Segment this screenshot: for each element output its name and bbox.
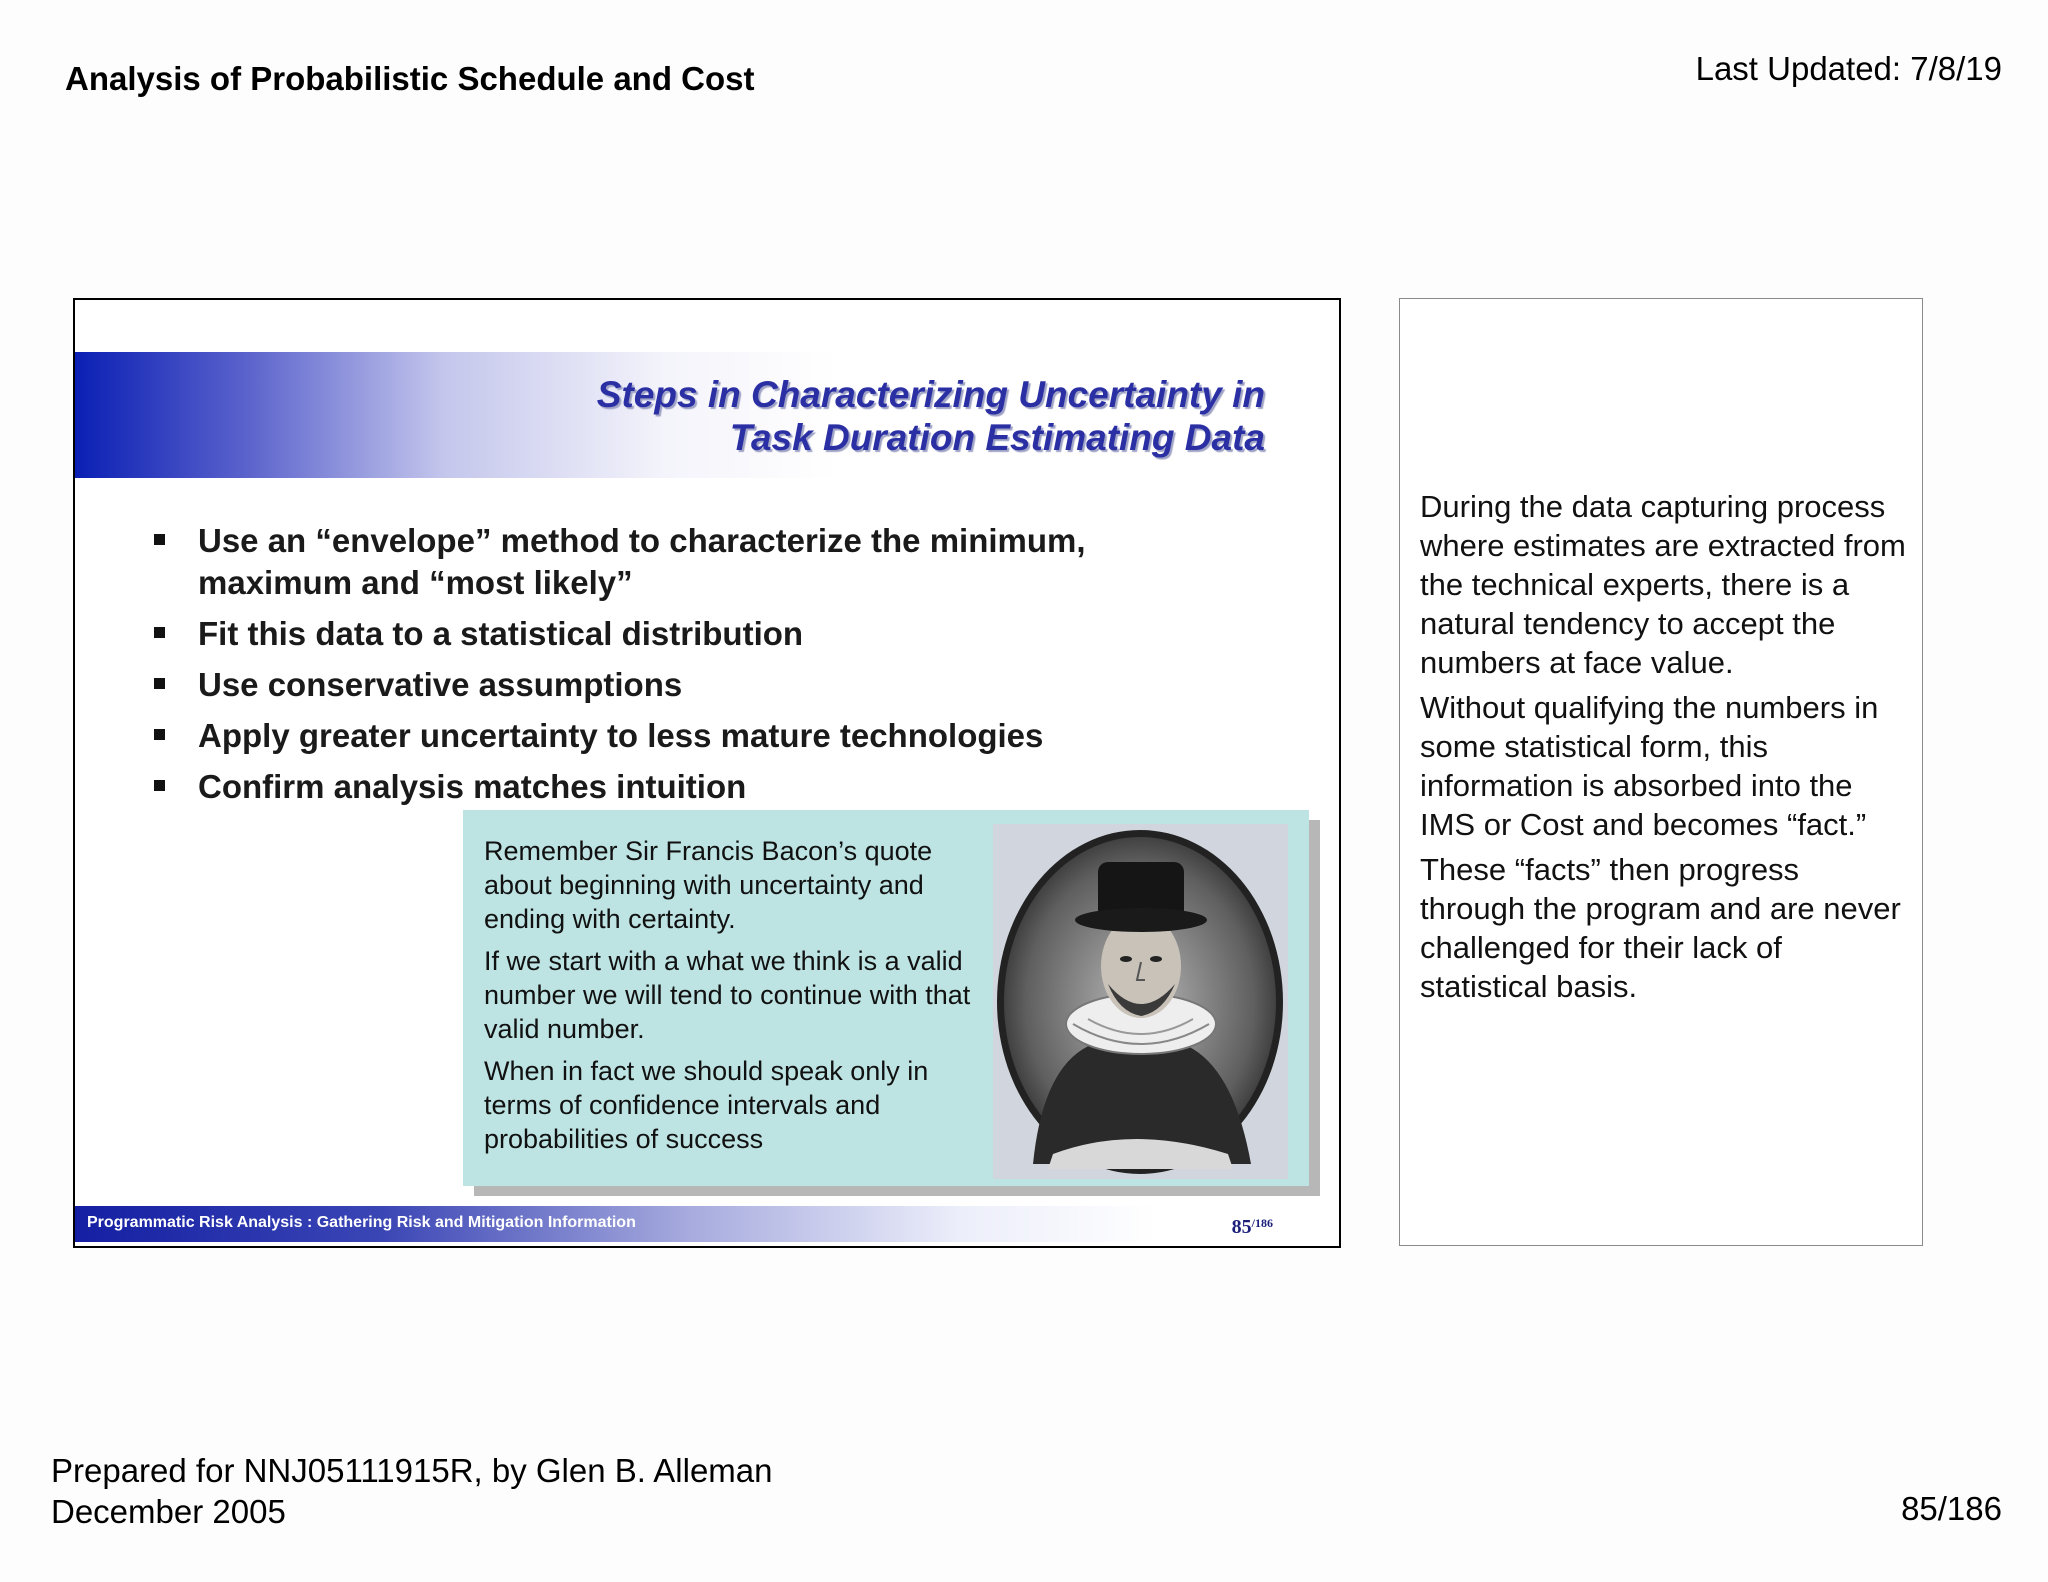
bullet-text: Fit this data to a statistical distribution: [198, 615, 804, 652]
bullet-text: Confirm analysis matches intuition: [198, 768, 747, 805]
notes-panel: [1399, 298, 1923, 1246]
bullet-item: [150, 520, 1230, 604]
quote-box: [463, 810, 1309, 1186]
bullet-square-icon: [154, 678, 165, 689]
bullet-square-icon: [154, 780, 165, 791]
slide-footer-bar: [75, 1206, 1305, 1242]
prepared-by-line-2: December 2005: [51, 1493, 286, 1530]
bullet-item: [150, 715, 1230, 757]
prepared-by: [51, 1450, 773, 1532]
portrait-engraving-icon: [993, 824, 1288, 1179]
notes-paragraph: Without qualifying the numbers in some statistical form, this information is absorbed into the IMS or Cost and becomes “fact.”: [1420, 690, 1879, 842]
bullet-square-icon: [154, 534, 165, 545]
quote-paragraph: When in fact we should speak only in terms of confidence intervals and probabilities of success: [484, 1056, 929, 1154]
bullet-item: [150, 664, 1230, 706]
slide-title-banner: [75, 352, 1305, 478]
slide-footer-label: Programmatic Risk Analysis : Gathering Risk and Mitigation Information: [87, 1214, 636, 1231]
slide-image: [73, 298, 1341, 1248]
bullet-square-icon: [154, 729, 165, 740]
bullet-text: Use conservative assumptions: [198, 666, 683, 703]
slide-page-total: /186: [1251, 1216, 1273, 1230]
document-title: Analysis of Probabilistic Schedule and Cost: [65, 60, 755, 97]
last-updated-date: Last Updated: 7/8/19: [1695, 50, 2002, 87]
quote-paragraph: If we start with a what we think is a valid number we will tend to continue with that valid number.: [484, 946, 971, 1044]
slide-title-line-1: Steps in Characterizing Uncertainty in: [596, 374, 1265, 415]
francis-bacon-portrait: [993, 824, 1288, 1179]
quote-text: [484, 834, 984, 1164]
bullet-text: Use an “envelope” method to characterize the minimum, maximum and “most likely”: [198, 522, 1086, 601]
page-number: 85/186: [1901, 1490, 2002, 1527]
bullet-list: [150, 520, 1230, 817]
bullet-item: [150, 766, 1230, 808]
bullet-square-icon: [154, 627, 165, 638]
slide-page-number: [1232, 1216, 1273, 1239]
notes-paragraph: These “facts” then progress through the program and are never challenged for their lack of statistical basis.: [1420, 852, 1901, 1004]
slide-title: [365, 373, 1265, 459]
slide-page-current: 85: [1231, 1216, 1252, 1238]
prepared-by-line-1: Prepared for NNJ05111915R, by Glen B. Alleman: [51, 1452, 773, 1489]
slide-title-line-2: Task Duration Estimating Data: [729, 417, 1265, 458]
bullet-text: Apply greater uncertainty to less mature technologies: [198, 717, 1044, 754]
notes-paragraph: During the data capturing process where estimates are extracted from the technical experts, there is a natural tendency to accept the numbers at face value.: [1420, 489, 1906, 680]
quote-paragraph: Remember Sir Francis Bacon’s quote about beginning with uncertainty and ending with certainty.: [484, 836, 933, 934]
bullet-item: [150, 613, 1230, 655]
notes-text: [1420, 487, 1910, 1012]
